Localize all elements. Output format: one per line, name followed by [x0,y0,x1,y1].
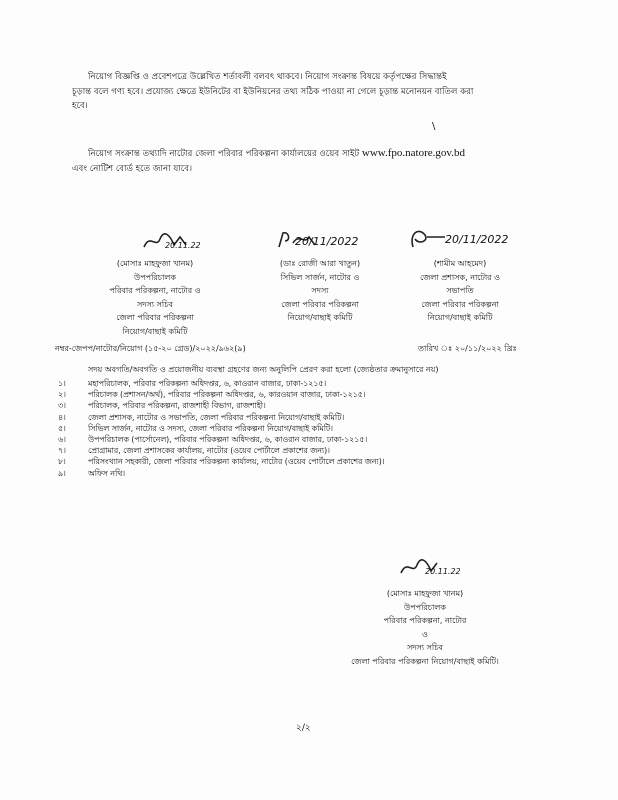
item-text: পরিচালক (প্রশাসন/অর্থ), পরিবার পরিকল্পনা অধিদপ্তর, ৬, কারওয়ান বাজার, ঢাকা-১২১৫। [88,390,366,400]
list-item [58,412,578,423]
paragraph-line: এবং নোটিশ বোর্ড হতে জানা যাবে। [72,163,193,174]
signatory-line: নিয়োগ/বাছাই কমিটি [287,313,353,322]
signature-date: 20.11.22 [425,567,461,576]
item-text: মহাপরিচালক, পরিবার পরিকল্পনা অধিদপ্তর, ৬, কাওরান বাজার, ঢাকা-১২১৫। [88,379,327,388]
signatory-line: নিয়োগ/বাছাই কমিটি [427,313,493,322]
list-item [58,456,578,467]
item-number: ৮। [58,457,66,467]
item-text: প্রোগ্রামার, জেলা প্রশাসকের কার্যালয়, নাটোর (ওয়েব পোর্টালে প্রকাশের জন্য)। [88,446,330,456]
signatory-civil-surgeon [255,235,385,325]
paragraph-line: চূড়ান্ত বলে গণ্য হবে। প্রযোজ্য ক্ষেত্রে ইউনিটের বা ইউনিয়নের তথ্য সঠিক পাওয়া না গেলে চূড়ান্ত মনোনয়ন বাতিল করা [72,86,474,97]
signatory-name: (মোসাঃ মাহফুজা খানম) [386,589,464,598]
conditions-paragraph [72,70,563,114]
signatory-line: পরিবার পরিকল্পনা, নাটোর ও [109,286,201,295]
signatory-name: (ডাঃ রোজী আরা খাতুন) [279,259,361,268]
signatory-line: জেলা পরিবার পরিকল্পনা [281,299,359,309]
website-text: নিয়োগ সংক্রান্ত তথ্যাদি নাটোর জেলা পরিবার পরিকল্পনা কার্যালয়ের ওয়েব সাইট [88,149,360,159]
signatory-line: জেলা পরিবার পরিকল্পনা নিয়োগ/বাছাই কমিটি। [351,656,499,666]
item-number: ১। [58,379,66,388]
item-number: ৩। [58,401,66,411]
signatory-line: পরিবার পরিকল্পনা, নাটোর [383,616,467,625]
signatory-deputy-commissioner [395,235,525,325]
item-text: পরিসংখ্যান সহকারী, জেলা পরিবার পরিকল্পনা কার্যালয়, নাটোর (ওয়েব পোর্টালে প্রকাশের জন্য)। [88,457,385,467]
final-signatory [325,565,525,668]
signature-date: 20/11/2022 [295,235,359,248]
signature-date: 20/11/2022 [445,233,509,246]
signatory-line: সদস্য [311,286,329,295]
item-number: ২। [58,390,66,400]
item-text: পরিচালক, পরিবার পরিকল্পনা, রাজশাহী বিভাগ, রাজশাহী। [88,401,266,411]
signatory-line: ও [422,629,428,639]
signatory-line: সভাপতি [446,286,474,295]
signatory-deputy-director [85,235,225,338]
signatory-line: সদস্য সচিব [137,299,173,309]
paragraph-line: নিয়োগ বিজ্ঞপ্তি ও প্রবেশপত্রে উল্লেখিত শর্তাবলী বলবৎ থাকবে। নিয়োগ সংক্রান্ত বিষয়ে কর্তৃপক্ষের সিদ্ধান্তই [88,72,447,82]
signatory-name: (মোসাঃ মাহফুজা খানম) [116,259,194,268]
list-item [58,434,578,445]
distribution-intro: সদয় অবগতি/অবগতি ও প্রয়োজনীয় ব্যবস্থা গ্রহণের জন্য অনুলিপি প্রেরণ করা হলো (জ্যেষ্ঠতার ক্রমানুসারে নয়) [88,365,439,374]
list-item [58,423,578,434]
signatory-line: জেলা পরিবার পরিকল্পনা [421,299,499,309]
item-number: ৬। [58,434,66,444]
list-item [58,468,578,479]
signatory-line: জেলা প্রশাসক, নাটোর ও [419,272,501,282]
item-number: ৫। [58,423,66,433]
website-paragraph [72,146,563,176]
memo-date: তারিখ ঃ ২০/১১/২০২২ খ্রিঃ [418,344,517,353]
website-url: www.fpo.natore.gov.bd [361,147,465,159]
list-item [58,389,578,400]
paragraph-line: হবে। [72,101,88,111]
signatory-line: উপপরিচালক [404,602,446,612]
signatory-line: সিভিল সার্জন, নাটোর ও [280,272,360,282]
item-number: ৭। [58,446,66,456]
signatory-line: নিয়োগ/বাছাই কমিটি [122,326,188,336]
page-number: ২/২ [296,723,311,733]
signature [325,565,525,587]
signatory-name: (শামীম আহমেদ) [433,259,487,268]
item-number: ৯। [58,468,66,478]
margin-mark: \ [432,121,436,132]
signatory-line: জেলা পরিবার পরিকল্পনা [116,313,194,322]
paragraph-line [88,146,563,162]
signature [395,235,525,257]
item-text: সিভিল সার্জন, নাটোর ও সদস্য, জেলা পরিবার পরিকল্পনা নিয়োগ/বাছাই কমিটি। [88,423,333,433]
signature [85,235,225,257]
list-item [58,378,578,389]
item-text: অফিস নথি। [88,468,126,478]
signatory-line: সদস্য সচিব [407,643,443,652]
list-item [58,445,578,456]
signature-date: 20.11.22 [165,241,201,250]
item-number: ৪। [58,412,66,422]
recipient-list [58,378,578,479]
item-text: উপপরিচালক (পার্সোনেল), পরিবার পরিকল্পনা অধিদপ্তর, ৬, কাওরান বাজার, ঢাকা-১২১৫। [88,434,368,444]
item-text: জেলা প্রশাসক, নাটোর ও সভাপতি, জেলা পরিবার পরিকল্পনা নিয়োগ/বাছাই কমিটি। [88,412,345,422]
signatory-line: উপপরিচালক [134,272,176,282]
memo-number: নম্বর-জেপপ/নাটোর/নিয়োগ (১৫-২০ গ্রেড)/২০২২/৯৬২(৯) [55,344,246,353]
list-item [58,400,578,411]
signature [255,235,385,257]
